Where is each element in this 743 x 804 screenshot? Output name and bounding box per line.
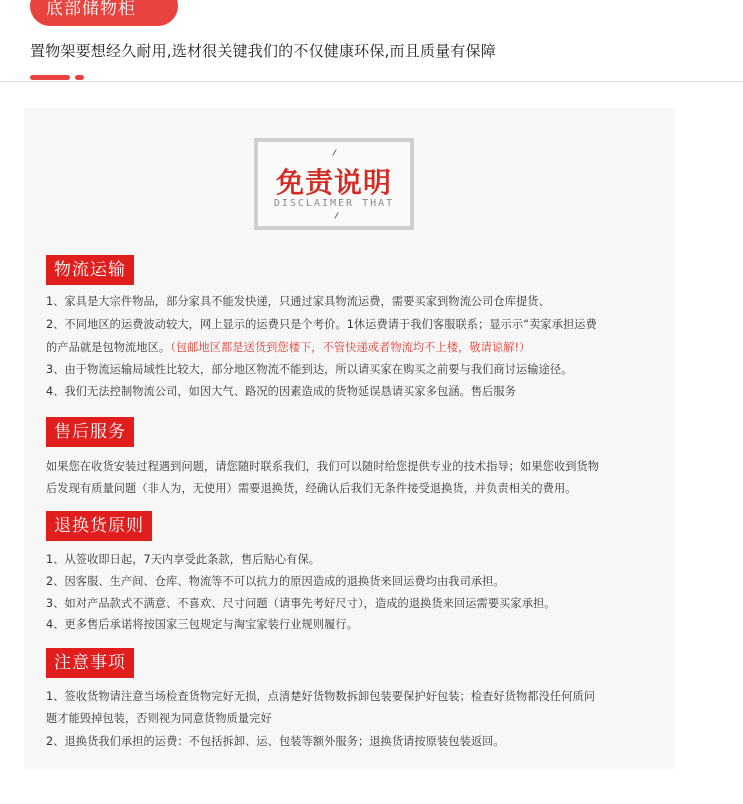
category-tag: 底部储物柜 <box>30 0 178 26</box>
accent-bar <box>30 75 70 80</box>
section-title-returns: 退换货原则 <box>46 511 152 541</box>
after-sales-line-2: 后发现有质量问题（非人为，无使用）需要退换货，经确认后我们无条件接受退换货，并负责相关的费用。 <box>46 482 577 495</box>
logistics-line-2: 2、不同地区的运费波动较大，网上显示的运费只是个考价。1休运费请于我们客服联系；显示示“卖家承担运费 <box>46 318 597 331</box>
notes-line-2: 题才能毁掉包装，否则视为同意货物质量完好 <box>46 712 272 725</box>
logistics-line-3-text: 的产品就是包物流地区。 <box>46 341 171 354</box>
returns-line-3: 3、如对产品款式不满意、不喜欢、尺寸问题（请事先考好尺寸），造成的退换货来回运需要买家承担。 <box>46 597 556 610</box>
logistics-line-1: 1、家具是大宗件物品，部分家具不能发快递，只通过家具物流运费，需要买家到物流公司仓库提货、 <box>46 295 550 308</box>
logistics-line-3 <box>46 339 530 355</box>
stamp-subtitle: DISCLAIMER THAT <box>273 198 395 209</box>
returns-line-1: 1、从签收即日起，7天内享受此条款，售后贴心有保。 <box>46 553 321 566</box>
accent-dot <box>75 75 84 80</box>
logistics-line-4: 3、由于物流运输局域性比较大，部分地区物流不能到达，所以请买家在购买之前要与我们商讨运输途径。 <box>46 363 573 376</box>
returns-line-4: 4、更多售后承诺将按国家三包规定与淘宝家装行业规则履行。 <box>46 618 358 631</box>
stamp-mark-top <box>332 149 336 156</box>
stamp-mark-bottom <box>334 212 338 219</box>
returns-line-2: 2、因客服、生产间、仓库、物流等不可以抗力的原因造成的退换货来回运费均由我司承担。 <box>46 575 505 588</box>
disclaimer-stamp <box>254 138 414 230</box>
section-title-notes: 注意事项 <box>46 648 134 678</box>
header-divider <box>0 81 743 82</box>
section-title-logistics: 物流运输 <box>46 255 134 285</box>
page-subtitle: 置物架要想经久耐用,选材很关键我们的不仅健康环保,而且质量有保障 <box>30 42 496 60</box>
after-sales-line-1: 如果您在收货安装过程遇到问题，请您随时联系我们，我们可以随时给您提供专业的技术指导；如果您收到货物 <box>46 460 600 473</box>
section-title-after-sales: 售后服务 <box>46 417 134 447</box>
stamp-title: 免责说明 <box>275 166 392 199</box>
logistics-line-5: 4、我们无法控制物流公司，如因大气、路况的因素造成的货物延误恳请买家多包涵。售后服务 <box>46 385 517 398</box>
logistics-notice: （包邮地区都是送货到您楼下，不管快递或者物流均不上楼，敬请谅解!） <box>170 341 531 354</box>
notes-line-3: 2、退换货我们承担的运费：不包括拆卸、运、包装等额外服务；退换货请按原装包装返回。 <box>46 735 505 748</box>
notes-line-1: 1、签收货物请注意当场检查货物完好无损，点清楚好货物数拆卸包装要保护好包装；检查好货物都没任何质问 <box>46 690 596 703</box>
